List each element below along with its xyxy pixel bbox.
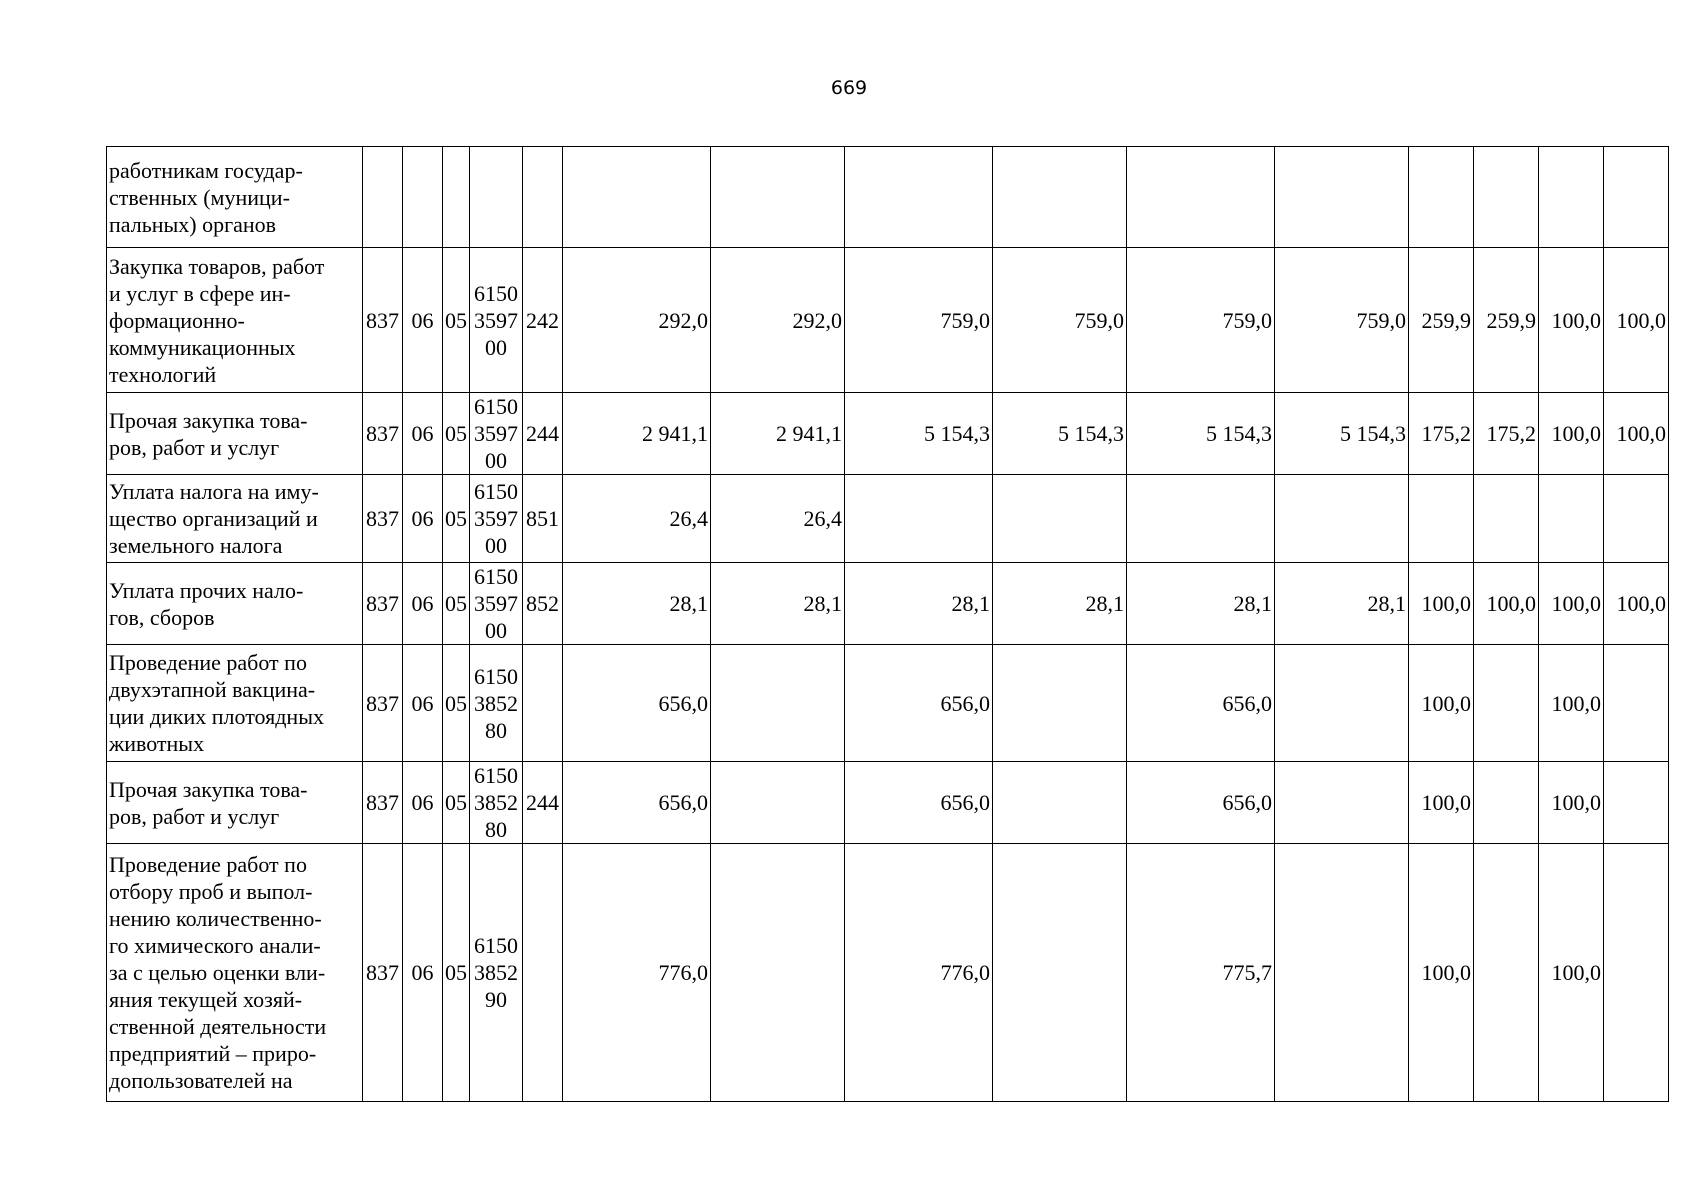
percent-cell (1474, 645, 1539, 762)
expense-type-cell: 244 (523, 393, 563, 475)
amount-cell: 656,0 (1127, 645, 1275, 762)
amount-cell (1275, 844, 1409, 1102)
amount-cell (993, 475, 1127, 563)
percent-cell: 100,0 (1409, 762, 1474, 844)
amount-cell (845, 475, 993, 563)
section-code-cell: 06 (403, 645, 443, 762)
amount-cell (711, 645, 845, 762)
section-code-cell: 06 (403, 762, 443, 844)
percent-cell: 259,9 (1409, 248, 1474, 393)
table-row (107, 645, 1669, 762)
amount-cell: 759,0 (1127, 248, 1275, 393)
amount-cell (993, 645, 1127, 762)
amount-cell (711, 147, 845, 248)
ministry-code-cell: 837 (363, 393, 403, 475)
target-article-cell: 6150 3597 00 (470, 475, 523, 563)
row-name-cell: работникам государ- ственных (муници- пальных) органов (107, 147, 363, 248)
row-name-cell: Проведение работ по двухэтапной вакцина- ции диких плотоядных животных (107, 645, 363, 762)
amount-cell: 5 154,3 (993, 393, 1127, 475)
percent-cell (1604, 762, 1669, 844)
amount-cell: 28,1 (711, 563, 845, 645)
amount-cell: 28,1 (563, 563, 711, 645)
section-code-cell: 06 (403, 393, 443, 475)
percent-cell (1409, 475, 1474, 563)
target-article-cell: 6150 3852 80 (470, 645, 523, 762)
table-row (107, 475, 1669, 563)
percent-cell: 175,2 (1409, 393, 1474, 475)
percent-cell (1474, 844, 1539, 1102)
amount-cell (845, 147, 993, 248)
amount-cell: 28,1 (1275, 563, 1409, 645)
expense-type-cell (523, 645, 563, 762)
ministry-code-cell: 837 (363, 844, 403, 1102)
row-name-cell: Прочая закупка това- ров, работ и услуг (107, 762, 363, 844)
table-row (107, 844, 1669, 1102)
percent-cell: 259,9 (1474, 248, 1539, 393)
ministry-code-cell: 837 (363, 563, 403, 645)
percent-cell: 100,0 (1539, 645, 1604, 762)
amount-cell (1275, 147, 1409, 248)
percent-cell: 100,0 (1539, 248, 1604, 393)
amount-cell: 2 941,1 (563, 393, 711, 475)
subsection-code-cell: 05 (443, 248, 470, 393)
page-number: 669 (830, 77, 868, 99)
table-row (107, 147, 1669, 248)
percent-cell (1409, 147, 1474, 248)
subsection-code-cell: 05 (443, 844, 470, 1102)
amount-cell (993, 844, 1127, 1102)
amount-cell: 759,0 (845, 248, 993, 393)
amount-cell: 26,4 (711, 475, 845, 563)
amount-cell: 5 154,3 (1275, 393, 1409, 475)
amount-cell: 656,0 (845, 645, 993, 762)
table-row (107, 762, 1669, 844)
target-article-cell: 6150 3597 00 (470, 248, 523, 393)
percent-cell: 175,2 (1474, 393, 1539, 475)
target-article-cell: 6150 3597 00 (470, 563, 523, 645)
subsection-code-cell (443, 147, 470, 248)
ministry-code-cell: 837 (363, 248, 403, 393)
percent-cell (1604, 147, 1669, 248)
row-name-cell: Уплата прочих нало- гов, сборов (107, 563, 363, 645)
percent-cell (1539, 475, 1604, 563)
amount-cell: 656,0 (1127, 762, 1275, 844)
row-name-cell: Прочая закупка това- ров, работ и услуг (107, 393, 363, 475)
budget-table (106, 146, 1669, 1102)
amount-cell (1275, 645, 1409, 762)
ministry-code-cell: 837 (363, 762, 403, 844)
amount-cell (563, 147, 711, 248)
amount-cell: 775,7 (1127, 844, 1275, 1102)
expense-type-cell (523, 844, 563, 1102)
amount-cell (993, 762, 1127, 844)
subsection-code-cell: 05 (443, 645, 470, 762)
expense-type-cell (523, 147, 563, 248)
section-code-cell: 06 (403, 475, 443, 563)
percent-cell (1604, 645, 1669, 762)
amount-cell: 759,0 (993, 248, 1127, 393)
amount-cell: 656,0 (563, 762, 711, 844)
amount-cell: 2 941,1 (711, 393, 845, 475)
amount-cell: 28,1 (1127, 563, 1275, 645)
percent-cell (1604, 844, 1669, 1102)
section-code-cell: 06 (403, 563, 443, 645)
row-name-cell: Проведение работ по отбору проб и выпол- нению количественно- го химического анали- за с целью оценки вли- яния текущей хозяй- ственной деятельности предприятий – приро- допользователей на (107, 844, 363, 1102)
amount-cell (711, 844, 845, 1102)
section-code-cell: 06 (403, 248, 443, 393)
percent-cell: 100,0 (1604, 393, 1669, 475)
section-code-cell: 06 (403, 844, 443, 1102)
ministry-code-cell (363, 147, 403, 248)
percent-cell: 100,0 (1539, 844, 1604, 1102)
table-row (107, 393, 1669, 475)
target-article-cell: 6150 3852 90 (470, 844, 523, 1102)
percent-cell: 100,0 (1539, 393, 1604, 475)
percent-cell (1474, 147, 1539, 248)
percent-cell (1474, 762, 1539, 844)
amount-cell (1127, 475, 1275, 563)
subsection-code-cell: 05 (443, 762, 470, 844)
amount-cell (711, 762, 845, 844)
table-row (107, 563, 1669, 645)
percent-cell: 100,0 (1409, 563, 1474, 645)
percent-cell (1539, 147, 1604, 248)
amount-cell: 5 154,3 (1127, 393, 1275, 475)
expense-type-cell: 242 (523, 248, 563, 393)
amount-cell: 656,0 (845, 762, 993, 844)
subsection-code-cell: 05 (443, 393, 470, 475)
amount-cell: 28,1 (845, 563, 993, 645)
ministry-code-cell: 837 (363, 645, 403, 762)
percent-cell (1474, 475, 1539, 563)
percent-cell: 100,0 (1604, 563, 1669, 645)
amount-cell: 292,0 (711, 248, 845, 393)
amount-cell (1275, 475, 1409, 563)
amount-cell: 759,0 (1275, 248, 1409, 393)
target-article-cell: 6150 3597 00 (470, 393, 523, 475)
percent-cell: 100,0 (1604, 248, 1669, 393)
expense-type-cell: 851 (523, 475, 563, 563)
percent-cell: 100,0 (1539, 762, 1604, 844)
percent-cell: 100,0 (1409, 844, 1474, 1102)
amount-cell (1275, 762, 1409, 844)
row-name-cell: Закупка товаров, работ и услуг в сфере ин- формационно- коммуникационных технологий (107, 248, 363, 393)
table-row (107, 248, 1669, 393)
percent-cell: 100,0 (1474, 563, 1539, 645)
percent-cell (1604, 475, 1669, 563)
amount-cell (1127, 147, 1275, 248)
target-article-cell (470, 147, 523, 248)
amount-cell: 656,0 (563, 645, 711, 762)
section-code-cell (403, 147, 443, 248)
subsection-code-cell: 05 (443, 475, 470, 563)
expense-type-cell: 852 (523, 563, 563, 645)
amount-cell (993, 147, 1127, 248)
amount-cell: 292,0 (563, 248, 711, 393)
amount-cell: 28,1 (993, 563, 1127, 645)
expense-type-cell: 244 (523, 762, 563, 844)
amount-cell: 776,0 (845, 844, 993, 1102)
target-article-cell: 6150 3852 80 (470, 762, 523, 844)
subsection-code-cell: 05 (443, 563, 470, 645)
amount-cell: 776,0 (563, 844, 711, 1102)
percent-cell: 100,0 (1409, 645, 1474, 762)
row-name-cell: Уплата налога на иму- щество организаций и земельного налога (107, 475, 363, 563)
budget-table-body (107, 147, 1669, 1102)
percent-cell: 100,0 (1539, 563, 1604, 645)
amount-cell: 5 154,3 (845, 393, 993, 475)
amount-cell: 26,4 (563, 475, 711, 563)
ministry-code-cell: 837 (363, 475, 403, 563)
